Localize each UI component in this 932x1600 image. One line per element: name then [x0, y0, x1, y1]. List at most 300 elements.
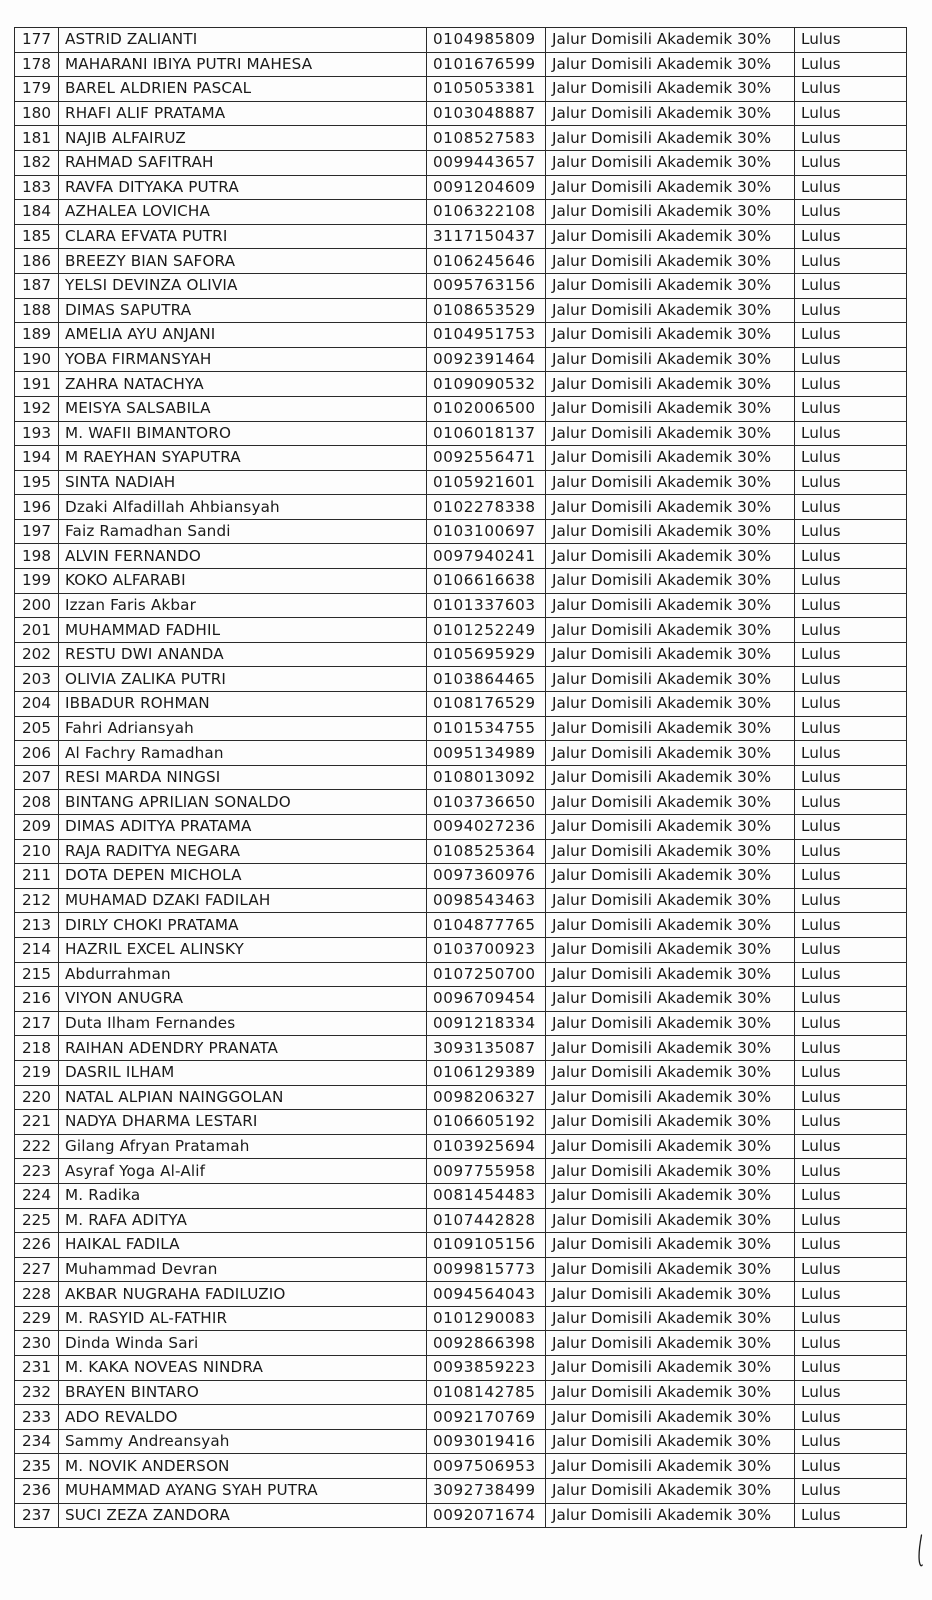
nisn-number: 0101534755: [427, 716, 546, 741]
status-cell: Lulus: [795, 1331, 907, 1356]
nisn-number: 0097755958: [427, 1159, 546, 1184]
student-name: M. RAFA ADITYA: [59, 1208, 427, 1233]
status-cell: Lulus: [795, 52, 907, 77]
row-number: 194: [15, 446, 59, 471]
table-row: [15, 347, 907, 372]
student-name: M RAEYHAN SYAPUTRA: [59, 446, 427, 471]
student-name: Duta Ilham Fernandes: [59, 1011, 427, 1036]
row-number: 230: [15, 1331, 59, 1356]
nisn-number: 0103700923: [427, 937, 546, 962]
row-number: 225: [15, 1208, 59, 1233]
table-row: [15, 815, 907, 840]
table-row: [15, 1159, 907, 1184]
status-cell: Lulus: [795, 1134, 907, 1159]
nisn-number: 0091204609: [427, 175, 546, 200]
status-cell: Lulus: [795, 347, 907, 372]
student-name: YELSI DEVINZA OLIVIA: [59, 273, 427, 298]
table-row: [15, 175, 907, 200]
table-row: [15, 1331, 907, 1356]
status-cell: Lulus: [795, 692, 907, 717]
row-number: 196: [15, 495, 59, 520]
student-name: M. NOVIK ANDERSON: [59, 1454, 427, 1479]
status-cell: Lulus: [795, 741, 907, 766]
row-number: 192: [15, 396, 59, 421]
row-number: 228: [15, 1282, 59, 1307]
row-number: 180: [15, 101, 59, 126]
row-number: 224: [15, 1183, 59, 1208]
admission-pathway: Jalur Domisili Akademik 30%: [546, 519, 795, 544]
row-number: 187: [15, 273, 59, 298]
row-number: 222: [15, 1134, 59, 1159]
table-row: [15, 396, 907, 421]
table-row: [15, 273, 907, 298]
admission-pathway: Jalur Domisili Akademik 30%: [546, 1134, 795, 1159]
table-row: [15, 913, 907, 938]
admission-pathway: Jalur Domisili Akademik 30%: [546, 815, 795, 840]
nisn-number: 0106616638: [427, 569, 546, 594]
table-row: [15, 790, 907, 815]
status-cell: Lulus: [795, 593, 907, 618]
admission-pathway: Jalur Domisili Akademik 30%: [546, 913, 795, 938]
student-name: RHAFI ALIF PRATAMA: [59, 101, 427, 126]
admission-pathway: Jalur Domisili Akademik 30%: [546, 1331, 795, 1356]
status-cell: Lulus: [795, 815, 907, 840]
nisn-number: 0099443657: [427, 150, 546, 175]
table-row: [15, 1282, 907, 1307]
student-name: MEISYA SALSABILA: [59, 396, 427, 421]
status-cell: Lulus: [795, 1257, 907, 1282]
student-name: Sammy Andreansyah: [59, 1429, 427, 1454]
table-row: [15, 642, 907, 667]
nisn-number: 0105053381: [427, 77, 546, 102]
admission-pathway: Jalur Domisili Akademik 30%: [546, 1380, 795, 1405]
student-name: ZAHRA NATACHYA: [59, 372, 427, 397]
status-cell: Lulus: [795, 200, 907, 225]
nisn-number: 0097940241: [427, 544, 546, 569]
table-row: [15, 126, 907, 151]
nisn-number: 0109105156: [427, 1233, 546, 1258]
table-row: [15, 101, 907, 126]
admission-pathway: Jalur Domisili Akademik 30%: [546, 298, 795, 323]
row-number: 211: [15, 864, 59, 889]
nisn-number: 0109090532: [427, 372, 546, 397]
row-number: 198: [15, 544, 59, 569]
nisn-number: 0091218334: [427, 1011, 546, 1036]
admission-pathway: Jalur Domisili Akademik 30%: [546, 249, 795, 274]
admission-pathway: Jalur Domisili Akademik 30%: [546, 864, 795, 889]
table-row: [15, 1110, 907, 1135]
nisn-number: 0096709454: [427, 987, 546, 1012]
status-cell: Lulus: [795, 249, 907, 274]
status-cell: Lulus: [795, 864, 907, 889]
status-cell: Lulus: [795, 421, 907, 446]
nisn-number: 0108525364: [427, 839, 546, 864]
student-name: MUHAMMAD AYANG SYAH PUTRA: [59, 1479, 427, 1504]
student-name: HAIKAL FADILA: [59, 1233, 427, 1258]
admission-pathway: Jalur Domisili Akademik 30%: [546, 224, 795, 249]
row-number: 209: [15, 815, 59, 840]
admission-pathway: Jalur Domisili Akademik 30%: [546, 1060, 795, 1085]
admission-pathway: Jalur Domisili Akademik 30%: [546, 593, 795, 618]
status-cell: Lulus: [795, 175, 907, 200]
row-number: 229: [15, 1306, 59, 1331]
status-cell: Lulus: [795, 1503, 907, 1528]
admission-pathway: Jalur Domisili Akademik 30%: [546, 642, 795, 667]
status-cell: Lulus: [795, 1380, 907, 1405]
row-number: 217: [15, 1011, 59, 1036]
admission-pathway: Jalur Domisili Akademik 30%: [546, 987, 795, 1012]
student-name: AMELIA AYU ANJANI: [59, 323, 427, 348]
table-row: [15, 1306, 907, 1331]
table-row: [15, 150, 907, 175]
admission-pathway: Jalur Domisili Akademik 30%: [546, 323, 795, 348]
student-name: MUHAMMAD FADHIL: [59, 618, 427, 643]
table-row: [15, 1085, 907, 1110]
status-cell: Lulus: [795, 1454, 907, 1479]
row-number: 206: [15, 741, 59, 766]
status-cell: Lulus: [795, 1479, 907, 1504]
row-number: 190: [15, 347, 59, 372]
nisn-number: 0093019416: [427, 1429, 546, 1454]
nisn-number: 0092556471: [427, 446, 546, 471]
table-row: [15, 987, 907, 1012]
nisn-number: 3092738499: [427, 1479, 546, 1504]
status-cell: Lulus: [795, 618, 907, 643]
table-row: [15, 28, 907, 53]
admission-pathway: Jalur Domisili Akademik 30%: [546, 667, 795, 692]
nisn-number: 0105921601: [427, 470, 546, 495]
status-cell: Lulus: [795, 298, 907, 323]
student-name: ADO REVALDO: [59, 1405, 427, 1430]
admission-pathway: Jalur Domisili Akademik 30%: [546, 470, 795, 495]
nisn-number: 0093859223: [427, 1356, 546, 1381]
table-row: [15, 962, 907, 987]
nisn-number: 0108142785: [427, 1380, 546, 1405]
table-row: [15, 421, 907, 446]
row-number: 215: [15, 962, 59, 987]
status-cell: Lulus: [795, 765, 907, 790]
admission-pathway: Jalur Domisili Akademik 30%: [546, 150, 795, 175]
student-name: DIMAS SAPUTRA: [59, 298, 427, 323]
status-cell: Lulus: [795, 962, 907, 987]
student-name: NATAL ALPIAN NAINGGOLAN: [59, 1085, 427, 1110]
admission-pathway: Jalur Domisili Akademik 30%: [546, 1429, 795, 1454]
table-row: [15, 1233, 907, 1258]
row-number: 185: [15, 224, 59, 249]
table-row: [15, 569, 907, 594]
admission-pathway: Jalur Domisili Akademik 30%: [546, 175, 795, 200]
table-row: [15, 1380, 907, 1405]
status-cell: Lulus: [795, 987, 907, 1012]
nisn-number: 0106322108: [427, 200, 546, 225]
status-cell: Lulus: [795, 224, 907, 249]
row-number: 195: [15, 470, 59, 495]
nisn-number: 3093135087: [427, 1036, 546, 1061]
table-row: [15, 224, 907, 249]
table-row: [15, 1134, 907, 1159]
admission-pathway: Jalur Domisili Akademik 30%: [546, 741, 795, 766]
row-number: 214: [15, 937, 59, 962]
nisn-number: 0095763156: [427, 273, 546, 298]
row-number: 197: [15, 519, 59, 544]
admission-pathway: Jalur Domisili Akademik 30%: [546, 790, 795, 815]
row-number: 184: [15, 200, 59, 225]
admission-pathway: Jalur Domisili Akademik 30%: [546, 77, 795, 102]
row-number: 188: [15, 298, 59, 323]
student-name: Asyraf Yoga Al-Alif: [59, 1159, 427, 1184]
student-name: BAREL ALDRIEN PASCAL: [59, 77, 427, 102]
nisn-number: 0092866398: [427, 1331, 546, 1356]
status-cell: Lulus: [795, 396, 907, 421]
student-name: Izzan Faris Akbar: [59, 593, 427, 618]
row-number: 186: [15, 249, 59, 274]
nisn-number: 0106605192: [427, 1110, 546, 1135]
nisn-number: 3117150437: [427, 224, 546, 249]
student-name: RAJA RADITYA NEGARA: [59, 839, 427, 864]
student-name: SUCI ZEZA ZANDORA: [59, 1503, 427, 1528]
admission-pathway: Jalur Domisili Akademik 30%: [546, 495, 795, 520]
status-cell: Lulus: [795, 1011, 907, 1036]
status-cell: Lulus: [795, 1208, 907, 1233]
status-cell: Lulus: [795, 1060, 907, 1085]
status-cell: Lulus: [795, 1085, 907, 1110]
nisn-number: 0081454483: [427, 1183, 546, 1208]
status-cell: Lulus: [795, 1306, 907, 1331]
status-cell: Lulus: [795, 1405, 907, 1430]
student-name: M. Radika: [59, 1183, 427, 1208]
student-name: Muhammad Devran: [59, 1257, 427, 1282]
status-cell: Lulus: [795, 519, 907, 544]
row-number: 179: [15, 77, 59, 102]
status-cell: Lulus: [795, 28, 907, 53]
student-name: NADYA DHARMA LESTARI: [59, 1110, 427, 1135]
nisn-number: 0106129389: [427, 1060, 546, 1085]
row-number: 219: [15, 1060, 59, 1085]
row-number: 204: [15, 692, 59, 717]
nisn-number: 0097506953: [427, 1454, 546, 1479]
row-number: 178: [15, 52, 59, 77]
status-cell: Lulus: [795, 1233, 907, 1258]
status-cell: Lulus: [795, 323, 907, 348]
table-row: [15, 741, 907, 766]
status-cell: Lulus: [795, 495, 907, 520]
admission-pathway: Jalur Domisili Akademik 30%: [546, 1503, 795, 1528]
status-cell: Lulus: [795, 101, 907, 126]
student-name: YOBA FIRMANSYAH: [59, 347, 427, 372]
admission-pathway: Jalur Domisili Akademik 30%: [546, 1183, 795, 1208]
table-row: [15, 1257, 907, 1282]
student-results-table: [14, 27, 907, 1528]
nisn-number: 0103864465: [427, 667, 546, 692]
student-name: AZHALEA LOVICHA: [59, 200, 427, 225]
student-name: IBBADUR ROHMAN: [59, 692, 427, 717]
table-row: [15, 519, 907, 544]
student-name: Gilang Afryan Pratamah: [59, 1134, 427, 1159]
admission-pathway: Jalur Domisili Akademik 30%: [546, 1208, 795, 1233]
admission-pathway: Jalur Domisili Akademik 30%: [546, 569, 795, 594]
status-cell: Lulus: [795, 1159, 907, 1184]
row-number: 218: [15, 1036, 59, 1061]
nisn-number: 0108013092: [427, 765, 546, 790]
nisn-number: 0092170769: [427, 1405, 546, 1430]
table-row: [15, 839, 907, 864]
student-name: AKBAR NUGRAHA FADILUZIO: [59, 1282, 427, 1307]
row-number: 199: [15, 569, 59, 594]
row-number: 183: [15, 175, 59, 200]
nisn-number: 0102278338: [427, 495, 546, 520]
row-number: 235: [15, 1454, 59, 1479]
student-name: CLARA EFVATA PUTRI: [59, 224, 427, 249]
table-row: [15, 1454, 907, 1479]
row-number: 208: [15, 790, 59, 815]
student-name: Abdurrahman: [59, 962, 427, 987]
table-row: [15, 1429, 907, 1454]
admission-pathway: Jalur Domisili Akademik 30%: [546, 1306, 795, 1331]
status-cell: Lulus: [795, 1356, 907, 1381]
table-row: [15, 864, 907, 889]
admission-pathway: Jalur Domisili Akademik 30%: [546, 28, 795, 53]
table-row: [15, 765, 907, 790]
admission-pathway: Jalur Domisili Akademik 30%: [546, 200, 795, 225]
row-number: 210: [15, 839, 59, 864]
student-name: ALVIN FERNANDO: [59, 544, 427, 569]
table-row: [15, 937, 907, 962]
admission-pathway: Jalur Domisili Akademik 30%: [546, 421, 795, 446]
nisn-number: 0103925694: [427, 1134, 546, 1159]
admission-pathway: Jalur Domisili Akademik 30%: [546, 692, 795, 717]
student-name: ASTRID ZALIANTI: [59, 28, 427, 53]
student-name: OLIVIA ZALIKA PUTRI: [59, 667, 427, 692]
nisn-number: 0103048887: [427, 101, 546, 126]
admission-pathway: Jalur Domisili Akademik 30%: [546, 839, 795, 864]
nisn-number: 0104985809: [427, 28, 546, 53]
student-name: KOKO ALFARABI: [59, 569, 427, 594]
nisn-number: 0103736650: [427, 790, 546, 815]
status-cell: Lulus: [795, 446, 907, 471]
student-name: MUHAMAD DZAKI FADILAH: [59, 888, 427, 913]
student-name: RAHMAD SAFITRAH: [59, 150, 427, 175]
admission-pathway: Jalur Domisili Akademik 30%: [546, 937, 795, 962]
row-number: 216: [15, 987, 59, 1012]
nisn-number: 0101337603: [427, 593, 546, 618]
row-number: 237: [15, 1503, 59, 1528]
table-row: [15, 200, 907, 225]
admission-pathway: Jalur Domisili Akademik 30%: [546, 1282, 795, 1307]
admission-pathway: Jalur Domisili Akademik 30%: [546, 1479, 795, 1504]
table-row: [15, 495, 907, 520]
status-cell: Lulus: [795, 667, 907, 692]
row-number: 234: [15, 1429, 59, 1454]
student-name: BRAYEN BINTARO: [59, 1380, 427, 1405]
row-number: 181: [15, 126, 59, 151]
admission-pathway: Jalur Domisili Akademik 30%: [546, 1110, 795, 1135]
status-cell: Lulus: [795, 1183, 907, 1208]
table-row: [15, 446, 907, 471]
admission-pathway: Jalur Domisili Akademik 30%: [546, 716, 795, 741]
status-cell: Lulus: [795, 273, 907, 298]
table-row: [15, 1356, 907, 1381]
table-row: [15, 1503, 907, 1528]
admission-pathway: Jalur Domisili Akademik 30%: [546, 126, 795, 151]
table-row: [15, 1060, 907, 1085]
table-row: [15, 618, 907, 643]
student-name: Al Fachry Ramadhan: [59, 741, 427, 766]
status-cell: Lulus: [795, 716, 907, 741]
admission-pathway: Jalur Domisili Akademik 30%: [546, 396, 795, 421]
table-row: [15, 372, 907, 397]
admission-pathway: Jalur Domisili Akademik 30%: [546, 618, 795, 643]
table-row: [15, 298, 907, 323]
nisn-number: 0099815773: [427, 1257, 546, 1282]
row-number: 226: [15, 1233, 59, 1258]
status-cell: Lulus: [795, 790, 907, 815]
status-cell: Lulus: [795, 150, 907, 175]
student-name: DIRLY CHOKI PRATAMA: [59, 913, 427, 938]
student-name: DOTA DEPEN MICHOLA: [59, 864, 427, 889]
table-row: [15, 593, 907, 618]
nisn-number: 0095134989: [427, 741, 546, 766]
student-name: RAIHAN ADENDRY PRANATA: [59, 1036, 427, 1061]
row-number: 177: [15, 28, 59, 53]
nisn-number: 0104951753: [427, 323, 546, 348]
admission-pathway: Jalur Domisili Akademik 30%: [546, 1011, 795, 1036]
admission-pathway: Jalur Domisili Akademik 30%: [546, 1454, 795, 1479]
student-name: Faiz Ramadhan Sandi: [59, 519, 427, 544]
student-name: RAVFA DITYAKA PUTRA: [59, 175, 427, 200]
table-row: [15, 323, 907, 348]
nisn-number: 0107442828: [427, 1208, 546, 1233]
status-cell: Lulus: [795, 470, 907, 495]
status-cell: Lulus: [795, 1429, 907, 1454]
nisn-number: 0106245646: [427, 249, 546, 274]
row-number: 231: [15, 1356, 59, 1381]
student-name: RESTU DWI ANANDA: [59, 642, 427, 667]
row-number: 191: [15, 372, 59, 397]
student-name: DIMAS ADITYA PRATAMA: [59, 815, 427, 840]
status-cell: Lulus: [795, 126, 907, 151]
student-name: BINTANG APRILIAN SONALDO: [59, 790, 427, 815]
admission-pathway: Jalur Domisili Akademik 30%: [546, 1085, 795, 1110]
table-body: [15, 28, 907, 1528]
nisn-number: 0106018137: [427, 421, 546, 446]
nisn-number: 0103100697: [427, 519, 546, 544]
status-cell: Lulus: [795, 569, 907, 594]
student-name: M. WAFII BIMANTORO: [59, 421, 427, 446]
student-name: DASRIL ILHAM: [59, 1060, 427, 1085]
admission-pathway: Jalur Domisili Akademik 30%: [546, 1257, 795, 1282]
row-number: 207: [15, 765, 59, 790]
row-number: 202: [15, 642, 59, 667]
row-number: 213: [15, 913, 59, 938]
status-cell: Lulus: [795, 913, 907, 938]
nisn-number: 0107250700: [427, 962, 546, 987]
student-name: Dzaki Alfadillah Ahbiansyah: [59, 495, 427, 520]
status-cell: Lulus: [795, 1036, 907, 1061]
admission-pathway: Jalur Domisili Akademik 30%: [546, 765, 795, 790]
table-row: [15, 1011, 907, 1036]
row-number: 220: [15, 1085, 59, 1110]
admission-pathway: Jalur Domisili Akademik 30%: [546, 446, 795, 471]
table-row: [15, 1479, 907, 1504]
row-number: 203: [15, 667, 59, 692]
status-cell: Lulus: [795, 77, 907, 102]
nisn-number: 0098543463: [427, 888, 546, 913]
admission-pathway: Jalur Domisili Akademik 30%: [546, 101, 795, 126]
nisn-number: 0101252249: [427, 618, 546, 643]
row-number: 227: [15, 1257, 59, 1282]
student-name: M. RASYID AL-FATHIR: [59, 1306, 427, 1331]
table-row: [15, 52, 907, 77]
